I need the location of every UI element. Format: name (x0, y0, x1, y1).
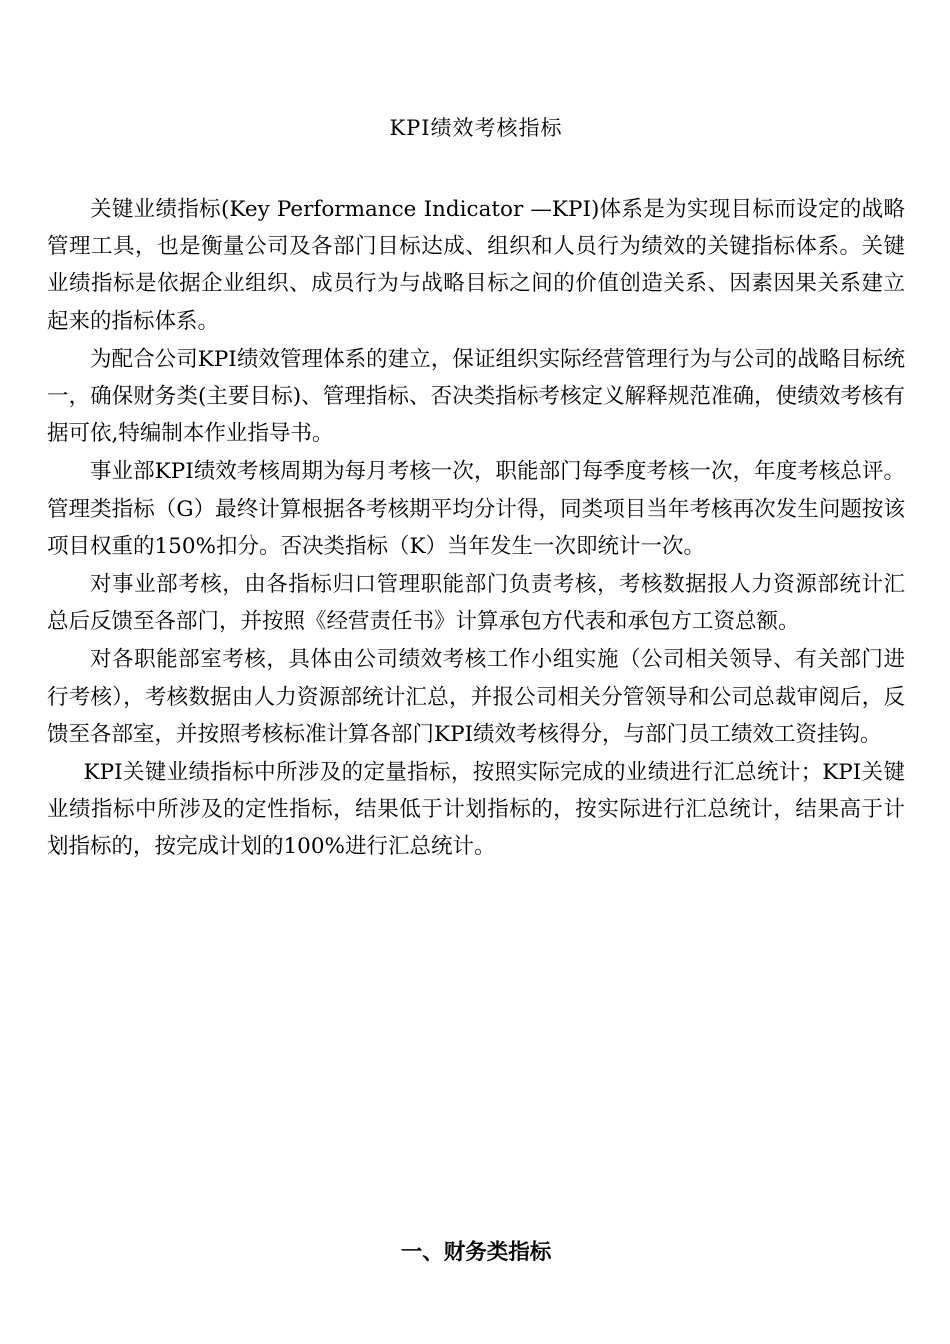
section-heading-financial: 一、财务类指标 (400, 1240, 552, 1265)
paragraph-business-unit-assessment: 对事业部考核，由各指标归口管理职能部门负责考核，考核数据报人力资源部统计汇总后反馈至各部门，并按照《经营责任书》计算承包方代表和承包方工资总额。 (47, 572, 905, 635)
document-body (47, 191, 905, 866)
paragraph-quantitative-qualitative: KPI关键业绩指标中所涉及的定量指标，按照实际完成的业绩进行汇总统计；KPI关键业绩指标中所涉及的定性指标，结果低于计划指标的，按实际进行汇总统计，结果高于计划指标的，按完成计划的100%进行汇总统计。 (47, 760, 905, 860)
paragraph-functional-dept-assessment: 对各职能部室考核，具体由公司绩效考核工作小组实施（公司相关领导、有关部门进行考核），考核数据由人力资源部统计汇总，并报公司相关分管领导和公司总裁审阅后，反馈至各部室，并按照考核标准计算各部门KPI绩效考核得分，与部门员工绩效工资挂钩。 (47, 647, 905, 747)
paragraph-kpi-definition: 关键业绩指标(Key Performance Indicator —KPI)体系是为实现目标而设定的战略管理工具，也是衡量公司及各部门目标达成、组织和人员行为绩效的关键指标体系。关键业绩指标是依据企业组织、成员行为与战略目标之间的价值创造关系、因素因果关系建立起来的指标体系。 (47, 197, 905, 334)
paragraph-purpose: 为配合公司KPI绩效管理体系的建立，保证组织实际经营管理行为与公司的战略目标统一，确保财务类(主要目标)、管理指标、否决类指标考核定义解释规范准确，使绩效考核有据可依,特编制本作业指导书。 (47, 346, 905, 447)
document-page (47, 0, 905, 1344)
paragraph-assessment-cycle: 事业部KPI绩效考核周期为每月考核一次，职能部门每季度考核一次，年度考核总评。管理类指标（G）最终计算根据各考核期平均分计得，同类项目当年考核再次发生问题按该项目权重的150%扣分。否决类指标（K）当年发生一次即统计一次。 (47, 459, 905, 559)
document-title: KPI绩效考核指标 (389, 116, 563, 140)
